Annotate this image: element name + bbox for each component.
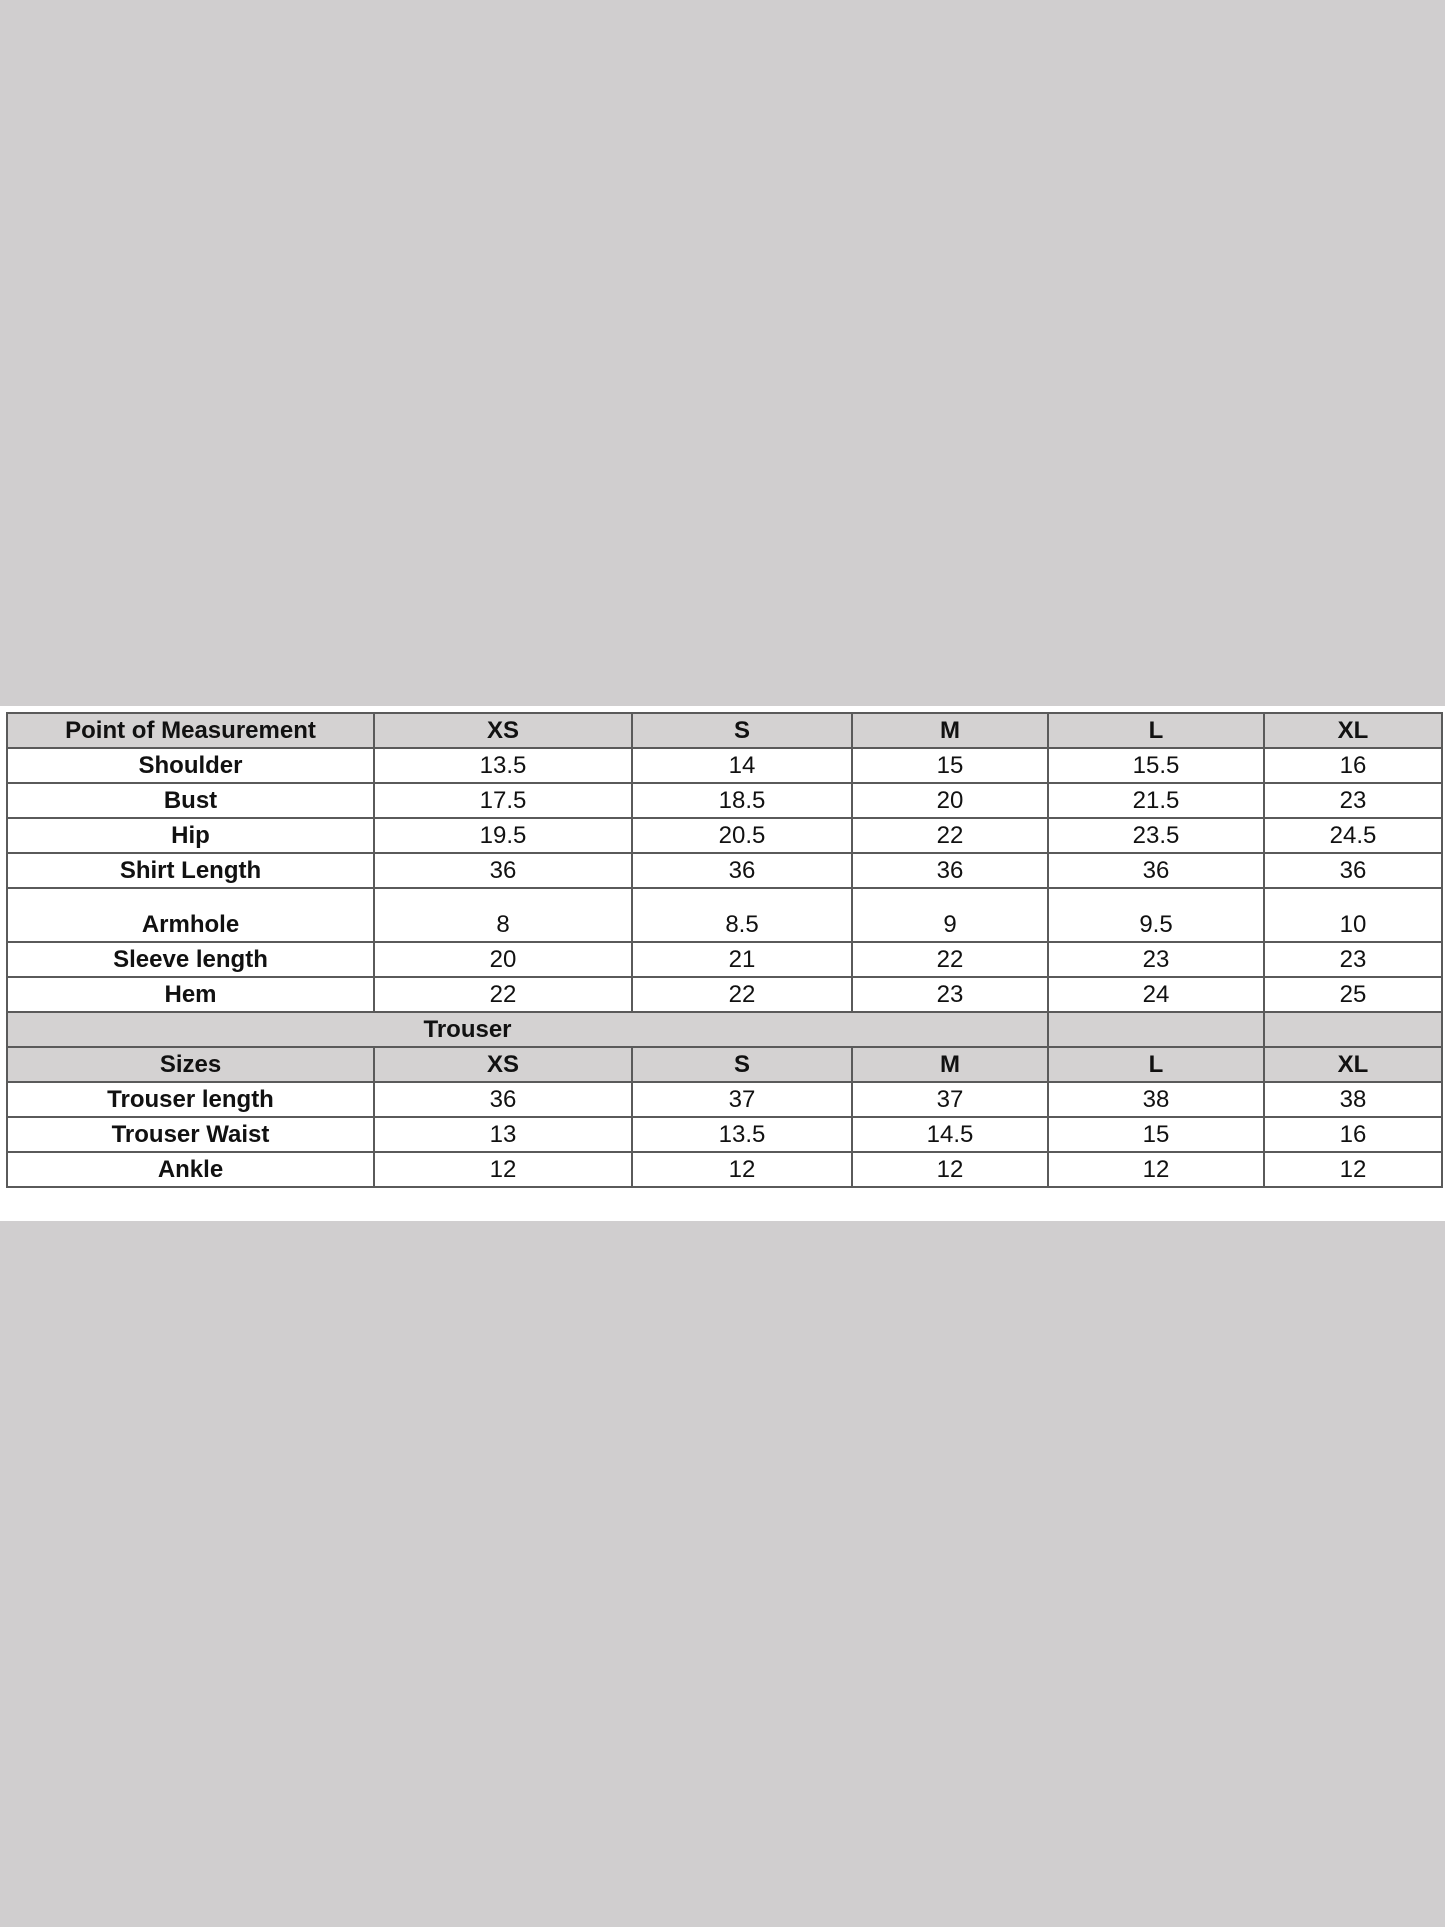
table-cell: 18.5 (632, 783, 852, 818)
table-row (7, 818, 1442, 853)
table-cell: 14 (632, 748, 852, 783)
table-cell: 12 (374, 1152, 632, 1187)
table-row (7, 1117, 1442, 1152)
table-cell: 13.5 (374, 748, 632, 783)
table-row (7, 977, 1442, 1012)
table-cell: 14.5 (852, 1117, 1048, 1152)
table-cell: 8 (374, 888, 632, 942)
trouser-header-row (7, 1047, 1442, 1082)
table-cell: 23.5 (1048, 818, 1264, 853)
table-cell: 22 (374, 977, 632, 1012)
row-label: Sleeve length (7, 942, 374, 977)
table-cell: 36 (632, 853, 852, 888)
table-cell: 36 (852, 853, 1048, 888)
trouser-section-title (7, 1012, 1048, 1047)
table-cell: 12 (1264, 1152, 1442, 1187)
table-cell: 15.5 (1048, 748, 1264, 783)
table-row (7, 783, 1442, 818)
section-blank-cell (1048, 1012, 1264, 1047)
row-label: Ankle (7, 1152, 374, 1187)
table-cell: 23 (1264, 783, 1442, 818)
table-cell: 12 (852, 1152, 1048, 1187)
header-cell-l: L (1048, 1047, 1264, 1082)
table-cell: 38 (1048, 1082, 1264, 1117)
table-row (7, 853, 1442, 888)
table-cell: 37 (852, 1082, 1048, 1117)
table-cell: 36 (1264, 853, 1442, 888)
header-cell-xl: XL (1264, 1047, 1442, 1082)
table-cell: 22 (632, 977, 852, 1012)
table-cell: 16 (1264, 1117, 1442, 1152)
header-cell-s: S (632, 1047, 852, 1082)
table-cell: 22 (852, 818, 1048, 853)
table-cell: 25 (1264, 977, 1442, 1012)
row-label: Armhole (7, 888, 374, 942)
section-blank-cell (1264, 1012, 1442, 1047)
table-cell: 23 (1264, 942, 1442, 977)
size-chart-table (6, 712, 1443, 1188)
table-row (7, 1082, 1442, 1117)
row-label: Shoulder (7, 748, 374, 783)
table-row (7, 1152, 1442, 1187)
table-cell: 20 (852, 783, 1048, 818)
table-cell: 13.5 (632, 1117, 852, 1152)
size-chart-sheet (0, 706, 1445, 1221)
table-cell: 15 (852, 748, 1048, 783)
header-cell-xl: XL (1264, 713, 1442, 748)
table-cell: 19.5 (374, 818, 632, 853)
header-cell-point-of-measurement: Point of Measurement (7, 713, 374, 748)
table-cell: 9.5 (1048, 888, 1264, 942)
header-cell-l: L (1048, 713, 1264, 748)
table-cell: 9 (852, 888, 1048, 942)
table-cell: 23 (852, 977, 1048, 1012)
table-cell: 12 (632, 1152, 852, 1187)
table-cell: 36 (1048, 853, 1264, 888)
trouser-section-row (7, 1012, 1442, 1047)
header-cell-xs: XS (374, 1047, 632, 1082)
table-cell: 24.5 (1264, 818, 1442, 853)
table-cell: 13 (374, 1117, 632, 1152)
table-cell: 21 (632, 942, 852, 977)
table-cell: 23 (1048, 942, 1264, 977)
table-cell: 15 (1048, 1117, 1264, 1152)
table-cell: 21.5 (1048, 783, 1264, 818)
table-cell: 22 (852, 942, 1048, 977)
table-cell: 17.5 (374, 783, 632, 818)
table-row (7, 888, 1442, 942)
row-label: Bust (7, 783, 374, 818)
header-cell-xs: XS (374, 713, 632, 748)
row-label: Hem (7, 977, 374, 1012)
section-title-text: Trouser (423, 1016, 512, 1043)
table-cell: 20 (374, 942, 632, 977)
row-label: Hip (7, 818, 374, 853)
header-cell-s: S (632, 713, 852, 748)
table-row (7, 942, 1442, 977)
header-cell-m: M (852, 1047, 1048, 1082)
row-label: Trouser length (7, 1082, 374, 1117)
row-label: Shirt Length (7, 853, 374, 888)
table-row (7, 748, 1442, 783)
header-cell-m: M (852, 713, 1048, 748)
table-cell: 36 (374, 853, 632, 888)
table-cell: 16 (1264, 748, 1442, 783)
table-cell: 8.5 (632, 888, 852, 942)
table-cell: 24 (1048, 977, 1264, 1012)
row-label: Trouser Waist (7, 1117, 374, 1152)
table-cell: 20.5 (632, 818, 852, 853)
table-cell: 37 (632, 1082, 852, 1117)
table-cell: 12 (1048, 1152, 1264, 1187)
table-cell: 10 (1264, 888, 1442, 942)
table-cell: 36 (374, 1082, 632, 1117)
table-cell: 38 (1264, 1082, 1442, 1117)
header-row (7, 713, 1442, 748)
header-cell-sizes: Sizes (7, 1047, 374, 1082)
